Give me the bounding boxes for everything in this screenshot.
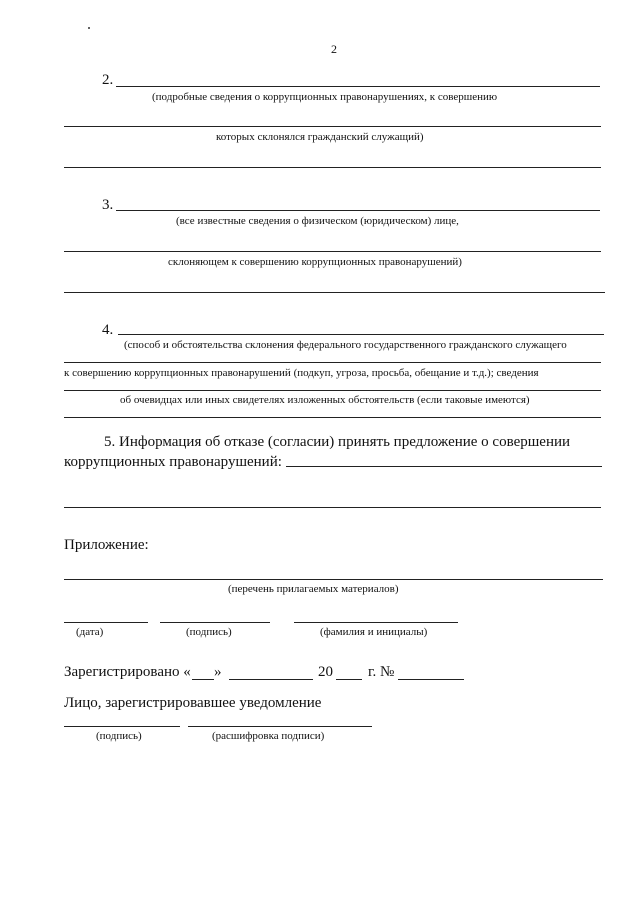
item-3-caption-1: (все известные сведения о физическом (юридическом) лице,	[176, 215, 459, 227]
attachment-caption: (перечень прилагаемых материалов)	[228, 583, 399, 595]
item-5-field-line[interactable]	[286, 466, 602, 467]
registrant-decoding-line[interactable]	[188, 726, 372, 727]
date-field-line[interactable]	[64, 622, 148, 623]
item-2-caption-2: которых склонялся гражданский служащий)	[216, 131, 424, 143]
item-4-field-line-4[interactable]	[64, 417, 601, 418]
registrant-label: Лицо, зарегистрировавшее уведомление	[64, 695, 322, 711]
attachment-field-line[interactable]	[64, 579, 603, 580]
scan-speck	[88, 27, 90, 29]
item-3-field-line-2[interactable]	[64, 251, 601, 252]
signature-field-line[interactable]	[160, 622, 270, 623]
registration-day-line[interactable]	[192, 679, 214, 680]
item-3-number: 3.	[102, 197, 114, 213]
registration-number-line[interactable]	[398, 679, 464, 680]
name-caption: (фамилия и инициалы)	[320, 626, 428, 638]
attachment-label: Приложение:	[64, 537, 149, 553]
item-5-line-2: коррупционных правонарушений:	[64, 454, 282, 470]
item-2-field-line[interactable]	[116, 86, 600, 87]
item-2-field-line-3[interactable]	[64, 167, 601, 168]
registrant-decoding-caption: (расшифровка подписи)	[212, 730, 325, 742]
date-caption: (дата)	[76, 626, 104, 638]
registration-month-line[interactable]	[229, 679, 313, 680]
registration-year-prefix: 20	[318, 664, 333, 680]
item-3-field-line[interactable]	[116, 210, 600, 211]
item-4-number: 4.	[102, 322, 114, 338]
item-5-line-1: 5. Информация об отказе (согласии) принять предложение о совершении	[104, 434, 571, 450]
item-4-field-line-3[interactable]	[64, 390, 601, 391]
page-number: 2	[331, 42, 337, 56]
registration-year-line[interactable]	[336, 679, 362, 680]
registration-year-suffix: г. №	[368, 664, 395, 680]
signature-caption: (подпись)	[186, 626, 232, 638]
registrant-signature-line[interactable]	[64, 726, 180, 727]
item-4-caption-1: (способ и обстоятельства склонения федерального государственного гражданского служащего	[124, 339, 567, 351]
item-2-number: 2.	[102, 72, 114, 88]
registration-prefix: Зарегистрировано «	[64, 664, 191, 680]
item-2-caption-1: (подробные сведения о коррупционных правонарушениях, к совершению	[152, 91, 498, 103]
registrant-signature-caption: (подпись)	[96, 730, 142, 742]
item-4-field-line[interactable]	[118, 334, 604, 335]
item-3-field-line-3[interactable]	[64, 292, 605, 293]
item-4-caption-2: к совершению коррупционных правонарушений (подкуп, угроза, просьба, обещание и т.д.); сведения	[64, 367, 539, 379]
item-5-field-line-2[interactable]	[64, 507, 601, 508]
item-4-field-line-2[interactable]	[64, 362, 601, 363]
item-4-caption-3: об очевидцах или иных свидетелях изложенных обстоятельств (если таковые имеются)	[120, 394, 530, 406]
item-2-field-line-2[interactable]	[64, 126, 601, 127]
item-3-caption-2: склоняющем к совершению коррупционных правонарушений)	[168, 256, 462, 268]
registration-quote-close: »	[214, 664, 222, 680]
name-field-line[interactable]	[294, 622, 458, 623]
